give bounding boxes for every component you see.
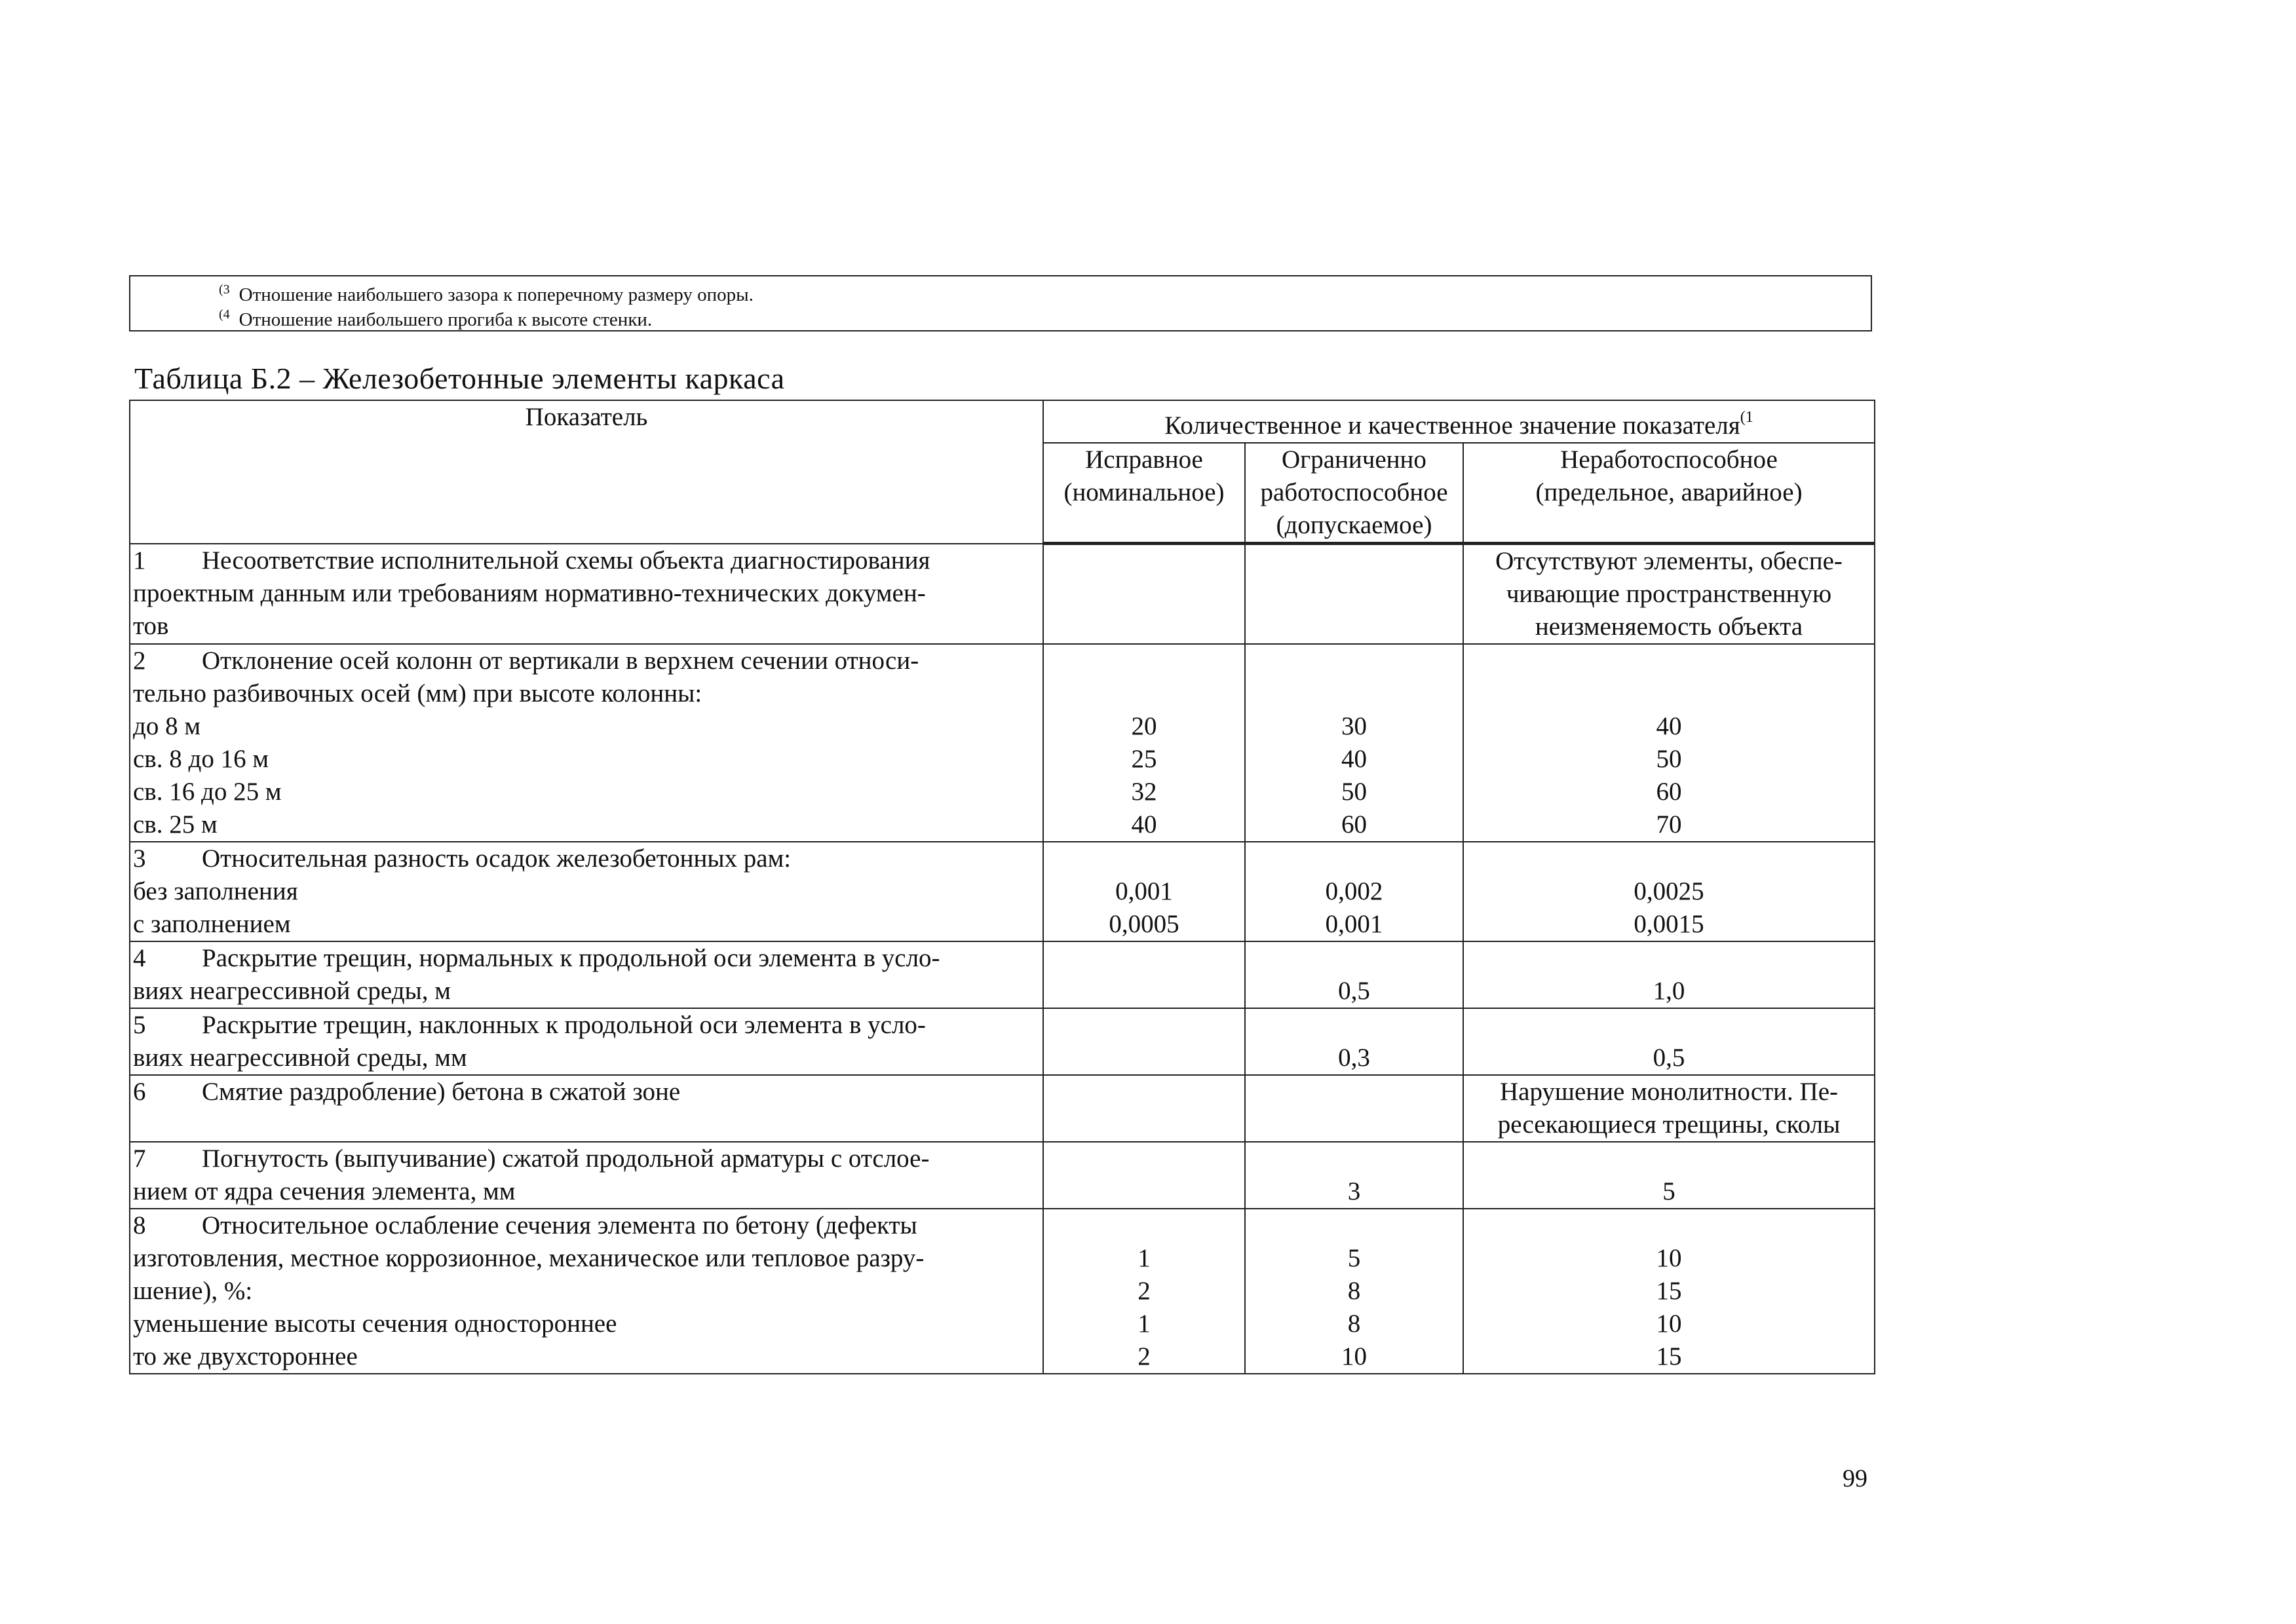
value-line: 15 <box>1656 1277 1682 1305</box>
footnote-3 <box>219 279 754 305</box>
indicator-cell <box>130 1142 1043 1209</box>
value-limited <box>1245 644 1463 842</box>
value-inoperable <box>1463 941 1875 1008</box>
footnote-text: Отношение наибольшего прогиба к высоте стенки. <box>239 309 653 330</box>
value-line: Отсутствуют элементы, обеспе- <box>1495 547 1843 575</box>
table-row <box>130 1075 1875 1142</box>
indicator-line: виях неагрессивной среды, м <box>133 977 451 1005</box>
value-line: 15 <box>1656 1342 1682 1370</box>
value-limited <box>1245 544 1463 645</box>
value-line: 30 <box>1341 712 1367 740</box>
indicator-line: шение), %: <box>133 1277 253 1305</box>
value-serviceable <box>1043 941 1245 1008</box>
value-line: 2 <box>1138 1277 1151 1305</box>
value-line: 25 <box>1131 745 1157 773</box>
indicator-line: нием от ядра сечения элемента, мм <box>133 1177 516 1205</box>
value-line: 20 <box>1131 712 1157 740</box>
value-line: 8 <box>1347 1277 1361 1305</box>
value-limited <box>1245 941 1463 1008</box>
value-line: 0,5 <box>1653 1044 1685 1072</box>
table-row <box>130 544 1875 645</box>
value-line: 3 <box>1347 1177 1361 1205</box>
value-line: 8 <box>1347 1310 1361 1338</box>
value-line: 40 <box>1656 712 1682 740</box>
indicator-line: 5 Раскрытие трещин, наклонных к продольной оси элемента в усло- <box>133 1009 1040 1042</box>
indicator-line: 3 Относительная разность осадок железобетонных рам: <box>133 842 1040 875</box>
value-line: 60 <box>1656 778 1682 806</box>
value-line: 0,0025 <box>1634 877 1704 905</box>
row-number: 3 <box>133 844 146 873</box>
indicator-line: 7 Погнутость (выпучивание) сжатой продольной арматуры с отслое- <box>133 1142 1040 1175</box>
value-serviceable <box>1043 1008 1245 1075</box>
indicator-cell <box>130 1008 1043 1075</box>
value-line: Нарушение монолитности. Пе- <box>1499 1078 1839 1106</box>
header-line: Исправное <box>1085 445 1203 474</box>
value-limited <box>1245 1075 1463 1142</box>
value-line: 40 <box>1131 810 1157 839</box>
value-line: 40 <box>1341 745 1367 773</box>
value-line: 10 <box>1656 1310 1682 1338</box>
footnotes-box <box>129 275 1872 331</box>
value-line: чивающие пространственную <box>1506 580 1832 608</box>
indicator-line: св. 8 до 16 м <box>133 745 269 773</box>
table-row <box>130 842 1875 941</box>
header-limited <box>1245 443 1463 544</box>
row-number: 1 <box>133 546 146 575</box>
table-row <box>130 1142 1875 1209</box>
indicator-line: 1 Несоответствие исполнительной схемы объекта диагностирования <box>133 544 1040 577</box>
value-line: 0,0005 <box>1109 910 1179 938</box>
value-line: 1 <box>1138 1244 1151 1272</box>
value-line: 0,0015 <box>1634 910 1704 938</box>
value-inoperable <box>1463 1008 1875 1075</box>
indicator-cell <box>130 544 1043 645</box>
value-line: 0,001 <box>1325 910 1383 938</box>
value-line: 5 <box>1347 1244 1361 1272</box>
indicator-line: св. 25 м <box>133 810 218 839</box>
value-line: 5 <box>1662 1177 1675 1205</box>
value-line: 0,3 <box>1338 1044 1370 1072</box>
table-row <box>130 1008 1875 1075</box>
header-line: Ограниченно <box>1282 445 1426 474</box>
table-row <box>130 941 1875 1008</box>
header-indicator: Показатель <box>130 400 1043 544</box>
footnote-mark: (3 <box>219 282 230 297</box>
criteria-table <box>129 400 1875 1374</box>
header-group-footnote: (1 <box>1740 409 1753 426</box>
indicator-line: 4 Раскрытие трещин, нормальных к продольной оси элемента в усло- <box>133 942 1040 975</box>
header-serviceable <box>1043 443 1245 544</box>
indicator-line: то же двухстороннее <box>133 1342 358 1370</box>
row-number: 2 <box>133 647 146 675</box>
indicator-line: св. 16 до 25 м <box>133 778 282 806</box>
value-line: 2 <box>1138 1342 1151 1370</box>
value-inoperable <box>1463 1142 1875 1209</box>
indicator-line: без заполнения <box>133 877 298 905</box>
value-limited <box>1245 1209 1463 1374</box>
table-title: Таблица Б.2 – Железобетонные элементы каркаса <box>134 362 785 395</box>
value-inoperable <box>1463 644 1875 842</box>
indicator-cell <box>130 842 1043 941</box>
value-inoperable <box>1463 1209 1875 1374</box>
indicator-line: виях неагрессивной среды, мм <box>133 1044 467 1072</box>
indicator-line: 6 Смятие раздробление) бетона в сжатой зоне <box>133 1076 1040 1108</box>
indicator-cell <box>130 941 1043 1008</box>
value-serviceable <box>1043 842 1245 941</box>
value-line: 10 <box>1341 1342 1367 1370</box>
table-row <box>130 644 1875 842</box>
row-number: 8 <box>133 1211 146 1239</box>
table-row <box>130 1209 1875 1374</box>
value-limited <box>1245 1142 1463 1209</box>
value-inoperable <box>1463 842 1875 941</box>
value-line: 32 <box>1131 778 1157 806</box>
page-number: 99 <box>1843 1465 1867 1492</box>
value-line: 1,0 <box>1653 977 1685 1005</box>
indicator-cell <box>130 644 1043 842</box>
value-serviceable <box>1043 644 1245 842</box>
indicator-cell <box>130 1209 1043 1374</box>
row-number: 4 <box>133 944 146 972</box>
indicator-line: изготовления, местное коррозионное, механическое или тепловое разру- <box>133 1244 925 1272</box>
indicator-line: проектным данным или требованиям нормативно-технических докумен- <box>133 578 926 607</box>
footnote-4 <box>219 304 652 330</box>
row-number: 5 <box>133 1011 146 1039</box>
row-number: 6 <box>133 1078 146 1106</box>
value-line: неизменяемость объекта <box>1535 613 1803 641</box>
header-line: (номинальное) <box>1063 478 1225 506</box>
value-serviceable <box>1043 1075 1245 1142</box>
header-line: Неработоспособное <box>1560 445 1778 474</box>
indicator-line: уменьшение высоты сечения одностороннее <box>133 1310 617 1338</box>
value-serviceable <box>1043 1209 1245 1374</box>
value-line: 0,002 <box>1325 877 1383 905</box>
indicator-line: тельно разбивочных осей (мм) при высоте колонны: <box>133 679 702 708</box>
row-number: 7 <box>133 1144 146 1173</box>
value-line: 0,5 <box>1338 977 1370 1005</box>
indicator-line: до 8 м <box>133 712 201 740</box>
indicator-line: 8 Относительное ослабление сечения элемента по бетону (дефекты <box>133 1209 1040 1242</box>
header-group-label: Количественное и качественное значение показателя <box>1164 411 1740 440</box>
header-line: (допускаемое) <box>1276 511 1432 539</box>
value-line: ресекающиеся трещины, сколы <box>1497 1110 1841 1139</box>
header-inoperable <box>1463 443 1875 544</box>
value-line: 1 <box>1138 1310 1151 1338</box>
value-line: 10 <box>1656 1244 1682 1272</box>
value-serviceable <box>1043 544 1245 645</box>
value-limited <box>1245 1008 1463 1075</box>
header-line: (предельное, аварийное) <box>1535 478 1803 506</box>
value-line: 0,001 <box>1115 877 1173 905</box>
indicator-line: тов <box>133 611 169 640</box>
value-line: 70 <box>1656 810 1682 839</box>
indicator-line: 2 Отклонение осей колонн от вертикали в верхнем сечении относи- <box>133 645 1040 677</box>
header-group <box>1043 400 1875 443</box>
value-line: 50 <box>1656 745 1682 773</box>
value-serviceable <box>1043 1142 1245 1209</box>
header-line: работоспособное <box>1260 478 1448 506</box>
footnote-mark: (4 <box>219 307 230 322</box>
value-line: 50 <box>1341 778 1367 806</box>
value-inoperable <box>1463 1075 1875 1142</box>
footnote-text: Отношение наибольшего зазора к поперечному размеру опоры. <box>239 284 754 305</box>
indicator-line: с заполнением <box>133 910 291 938</box>
indicator-cell <box>130 1075 1043 1142</box>
value-inoperable <box>1463 544 1875 645</box>
value-limited <box>1245 842 1463 941</box>
value-line: 60 <box>1341 810 1367 839</box>
